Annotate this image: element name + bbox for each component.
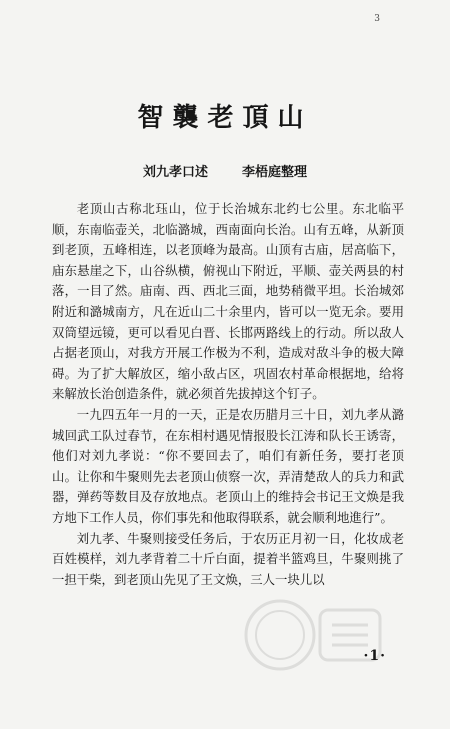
corner-mark: 3 — [374, 14, 380, 24]
paragraph-2: 一九四五年一月的一天，正是农历腊月三十日，刘九孝从潞城回武工队过春节，在东相村遇见情报股长江涛和队长王诱寄，他们对刘九孝说：“你不要回去了，咱们有新任务，要打老顶山。让你和牛聚则先去老顶山侦察一次，弄清楚敌人的兵力和武器，弹药等数目及存放地点。老顶山上的维持会书记王文焕是我方地下工作人员，你们事先和他取得联系，就会顺利地進行”。 — [52, 406, 404, 525]
article-title: 智襲老頂山 — [137, 103, 313, 133]
paragraph-3: 刘九孝、牛聚则接受任务后，于农历正月初一日，化妆成老百姓模样，刘九孝背着二十斤白面，提着半篮鸡旦，牛聚则挑了一担干柴，到老顶山先见了王文焕，三人一块儿以 — [52, 530, 404, 587]
byline — [0, 163, 450, 183]
article-body — [52, 199, 404, 590]
byline-editor: 李梧庭整理 — [242, 165, 308, 180]
page-number: ·1· — [363, 648, 386, 664]
watermark-seal-icon — [240, 590, 390, 680]
byline-narrator: 刘九孝口述 — [142, 165, 208, 180]
paragraph-1: 老顶山古称北珏山，位于长治城东北约七公里。东北临平顺，东南临壶关，北临潞城，西南面向长治。山有五峰，从新顶到老顶，五峰相连，以老顶峰为最高。山顶有古庙，居高临下，庙东悬崖之下，山谷纵横，俯视山下附近，平顺、壶关两县的村落，一目了然。庙南、西、西北三面，地势稍微平坦。长治城郊附近和潞城南方，凡在近山二十余里内，皆可以一览无余。要用双筒望远镜，更可以看见白晋、长邯两路线上的行动。所以敌人占据老顶山，对我方开展工作极为不利，造成对敌斗争的极大障碍。为了扩大解放区，缩小敌占区，巩固农村革命根据地，给将来解放长治创造条件，就必须首先拔掉这个钉子。 — [52, 201, 404, 402]
